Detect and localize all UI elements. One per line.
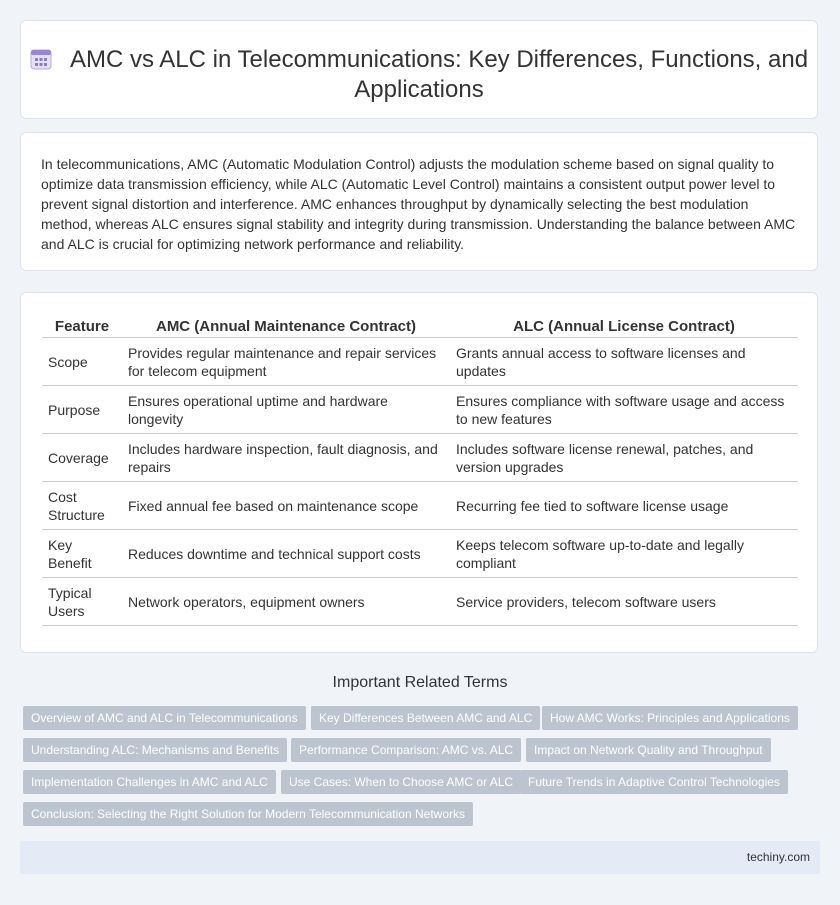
page-title-wrap: [21, 45, 817, 105]
title-card: [20, 20, 818, 119]
cell-alc: Keeps telecom software up-to-date and legally compliant: [450, 530, 798, 578]
cell-feature: Key Benefit: [42, 530, 122, 578]
cell-alc: Recurring fee tied to software license usage: [450, 482, 798, 530]
cell-feature: Coverage: [42, 434, 122, 482]
calendar-icon: [30, 48, 52, 70]
cell-alc: Includes software license renewal, patches, and version upgrades: [450, 434, 798, 482]
comparison-table-card: [20, 292, 818, 653]
related-term-tag[interactable]: Future Trends in Adaptive Control Technologies: [520, 770, 788, 794]
table-row: [42, 434, 798, 482]
cell-alc: Grants annual access to software licenses and updates: [450, 338, 798, 386]
table-row: [42, 338, 798, 386]
cell-feature: Typical Users: [42, 578, 122, 626]
cell-amc: Fixed annual fee based on maintenance scope: [122, 482, 450, 530]
cell-amc: Network operators, equipment owners: [122, 578, 450, 626]
cell-alc: Service providers, telecom software users: [450, 578, 798, 626]
related-terms-heading: Important Related Terms: [332, 674, 508, 691]
cell-alc: Ensures compliance with software usage and access to new features: [450, 386, 798, 434]
table-row: [42, 578, 798, 626]
related-term-tag[interactable]: How AMC Works: Principles and Applications: [542, 706, 798, 730]
cell-feature: Cost Structure: [42, 482, 122, 530]
page-title: AMC vs ALC in Telecommunications: Key Differences, Functions, and Applications: [69, 46, 809, 103]
related-term-tag[interactable]: Understanding ALC: Mechanisms and Benefits: [23, 738, 287, 762]
related-term-tag[interactable]: Performance Comparison: AMC vs. ALC: [291, 738, 521, 762]
related-term-tag[interactable]: Use Cases: When to Choose AMC or ALC: [281, 770, 521, 794]
header-feature: Feature: [42, 315, 122, 338]
cell-amc: Provides regular maintenance and repair services for telecom equipment: [122, 338, 450, 386]
header-amc: AMC (Annual Maintenance Contract): [122, 315, 450, 338]
intro-text: In telecommunications, AMC (Automatic Modulation Control) adjusts the modulation scheme based on signal quality to optimize data transmission efficiency, while ALC (Automatic Level Control) maintains a consistent output power level to prevent signal distortion and interference. AMC enhances throughput by dynamically selecting the best modulation method, whereas ALC ensures signal stability and integrity during transmission. Understanding the balance between AMC and ALC is crucial for optimizing network performance and reliability.: [41, 156, 796, 252]
related-term-tag[interactable]: Conclusion: Selecting the Right Solution for Modern Telecommunication Networks: [23, 802, 473, 826]
table-row: [42, 482, 798, 530]
related-term-tag[interactable]: Overview of AMC and ALC in Telecommunications: [23, 706, 306, 730]
footer: [20, 841, 820, 874]
related-term-tag[interactable]: Key Differences Between AMC and ALC: [311, 706, 540, 730]
cell-feature: Purpose: [42, 386, 122, 434]
intro-card: [20, 132, 818, 271]
table-header-row: [42, 315, 798, 338]
table-row: [42, 530, 798, 578]
cell-amc: Reduces downtime and technical support costs: [122, 530, 450, 578]
related-term-tag[interactable]: Impact on Network Quality and Throughput: [526, 738, 771, 762]
cell-amc: Includes hardware inspection, fault diagnosis, and repairs: [122, 434, 450, 482]
footer-site[interactable]: techiny.com: [746, 850, 810, 864]
cell-amc: Ensures operational uptime and hardware longevity: [122, 386, 450, 434]
header-alc: ALC (Annual License Contract): [450, 315, 798, 338]
cell-feature: Scope: [42, 338, 122, 386]
table-row: [42, 386, 798, 434]
related-term-tag[interactable]: Implementation Challenges in AMC and ALC: [23, 770, 276, 794]
comparison-table: [42, 315, 798, 626]
